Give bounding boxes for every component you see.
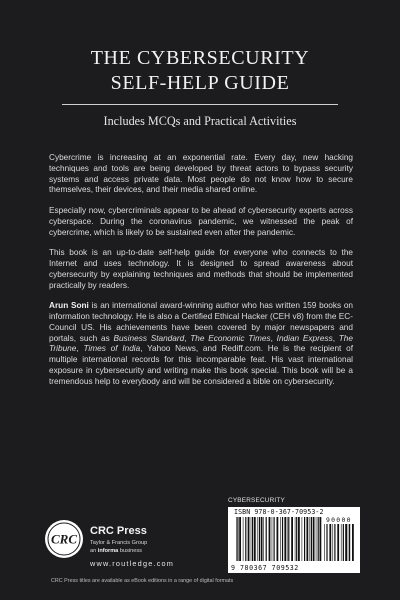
addon-code: 90000 bbox=[326, 516, 352, 524]
barcode-stripe bbox=[282, 517, 283, 561]
barcode-stripe bbox=[324, 524, 325, 561]
publication-4: The Tribune bbox=[49, 333, 353, 354]
barcode-stripe bbox=[318, 517, 319, 561]
barcode-stripe bbox=[306, 517, 308, 561]
barcode-stripe bbox=[349, 524, 350, 561]
barcode-stripe bbox=[239, 517, 241, 561]
barcode-stripe bbox=[274, 517, 275, 561]
barcode-stripe bbox=[343, 524, 344, 561]
barcode-stripe bbox=[313, 517, 315, 561]
barcode-bars bbox=[236, 517, 322, 561]
barcode-stripe bbox=[254, 517, 256, 561]
crc-logo-icon bbox=[44, 519, 84, 559]
author-bio-text-a: is an international award-winning author who has written 159 books on information technology. He is also a Certified Ethical Hacker (CEH v8) from the EC-Council US. His achievements have been covered by major newspapers and portals, such as bbox=[49, 301, 353, 343]
barcode-stripe bbox=[277, 517, 279, 561]
barcode-panel bbox=[228, 507, 360, 573]
barcode-stripe bbox=[245, 517, 246, 561]
publisher-url: www.routledge.com bbox=[90, 559, 175, 568]
publication-1: Business Standard bbox=[113, 333, 185, 343]
business-prefix: an bbox=[90, 548, 98, 554]
barcode-stripe bbox=[272, 517, 273, 561]
publisher-name: CRC Press bbox=[90, 525, 147, 537]
subtitle: Includes MCQs and Practical Activities bbox=[103, 114, 297, 128]
blurb-paragraph-1: Cybercrime is increasing at an exponential rate. Every day, new hacking techniques and tools are being developed by threat actors to bypass security systems and access private data. Most people do not know how to secure themselves, their devices, and their media shared online. bbox=[49, 153, 353, 195]
publisher-business bbox=[90, 548, 142, 554]
barcode-stripe bbox=[291, 517, 293, 561]
book-title bbox=[0, 46, 400, 96]
barcode-stripe bbox=[248, 517, 250, 561]
barcode-stripe bbox=[287, 517, 288, 561]
barcode-stripe bbox=[304, 517, 305, 561]
barcode-stripe bbox=[237, 517, 238, 561]
barcode-stripe bbox=[284, 517, 286, 561]
barcode-stripe bbox=[295, 517, 296, 561]
ebook-footnote: CRC Press titles are available as eBook editions in a range of digital formats bbox=[51, 578, 234, 584]
separator-1: , bbox=[184, 333, 191, 343]
barcode-stripe bbox=[310, 517, 311, 561]
barcode-stripe bbox=[252, 517, 253, 561]
isbn-text: ISBN 978-0-367-70953-2 bbox=[234, 508, 324, 516]
barcode-stripe bbox=[259, 517, 260, 561]
barcode-stripe bbox=[243, 517, 244, 561]
barcode-stripe bbox=[348, 524, 349, 561]
barcode-stripe bbox=[332, 524, 333, 561]
barcode-stripe bbox=[296, 517, 297, 561]
barcode-stripe bbox=[257, 517, 258, 561]
title-line-1: THE CYBERSECURITY bbox=[90, 47, 310, 69]
separator-4: , bbox=[76, 344, 84, 354]
barcode-stripe bbox=[298, 517, 300, 561]
blurb-paragraph-3: This book is an up-to-date self-help guide for everyone who connects to the Internet and uses technology. It is designed to spread awareness about cybersecurity by explaining techniques and methods that should be implemented practically by readers. bbox=[49, 248, 353, 290]
barcode-stripe bbox=[266, 517, 267, 561]
blurb bbox=[49, 153, 353, 397]
barcode-stripe bbox=[352, 524, 354, 561]
addon-barcode-bars bbox=[324, 524, 354, 561]
publication-5: Times of India bbox=[83, 344, 141, 354]
separator-3: , bbox=[332, 333, 339, 343]
barcode-stripe bbox=[302, 517, 303, 561]
publication-3: Indian Express bbox=[276, 333, 333, 343]
title-divider bbox=[62, 104, 338, 105]
barcode-stripe bbox=[311, 517, 312, 561]
business-brand: informa bbox=[97, 548, 119, 554]
category-label: CYBERSECURITY bbox=[228, 497, 285, 504]
publisher-group: Taylor & Francis Group bbox=[90, 540, 148, 546]
barcode-stripe bbox=[320, 517, 322, 561]
barcode-stripe bbox=[341, 524, 342, 561]
barcode-stripe bbox=[263, 517, 264, 561]
barcode-stripe bbox=[288, 517, 289, 561]
barcode-stripe bbox=[261, 517, 263, 561]
barcode-stripe bbox=[345, 524, 347, 561]
crc-logo-text: CRC bbox=[50, 531, 78, 547]
separator-2: , bbox=[270, 333, 277, 343]
publication-2: The Economic Times bbox=[190, 333, 271, 343]
barcode-stripe bbox=[334, 524, 335, 561]
barcode-stripe bbox=[337, 524, 339, 561]
barcode-stripe bbox=[251, 517, 252, 561]
barcode-stripe bbox=[236, 517, 237, 561]
author-bio-text-b: , Yahoo News, and Rediff.com. He is the recipient of multiple international records for this incomparable feat. His vast international exposure in cybersecurity and writing make this book special. This book will be a tremendous help to everybody and will be considered a bible on cybersecurity. bbox=[49, 344, 354, 386]
barcode-stripe bbox=[280, 517, 281, 561]
barcode-stripe bbox=[326, 524, 327, 561]
barcode-block bbox=[228, 497, 360, 573]
barcode-stripe bbox=[316, 517, 317, 561]
author-bio bbox=[49, 301, 353, 387]
barcode-stripe bbox=[329, 524, 331, 561]
title-line-2: SELF-HELP GUIDE bbox=[110, 72, 290, 94]
blurb-paragraph-2: Especially now, cybercriminals appear to be ahead of cybersecurity experts across cyberspace. During the coronavirus pandemic, we witnessed the peak of cybercrime, which is likely to be sustained even after the pandemic. bbox=[49, 206, 353, 237]
author-name: Arun Soni bbox=[49, 301, 89, 311]
barcode-stripe bbox=[269, 517, 271, 561]
barcode-digits: 9 780367 709532 bbox=[231, 564, 299, 572]
business-suffix: business bbox=[118, 548, 142, 554]
